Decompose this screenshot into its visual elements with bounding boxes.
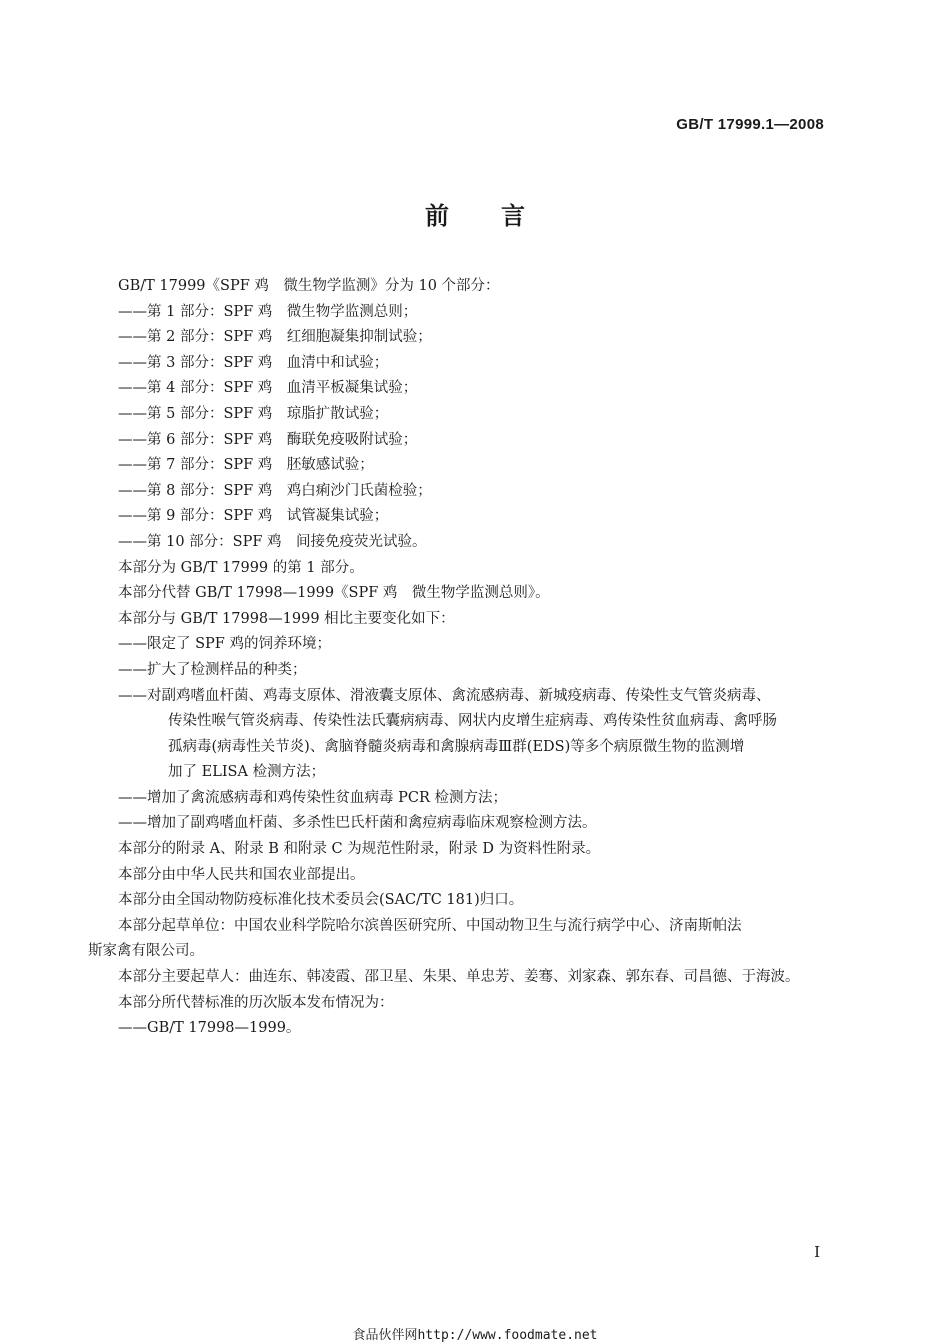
text-line: 本部分为 GB/T 17999 的第 1 部分。: [118, 559, 364, 576]
text-line: 本部分主要起草人：曲连东、韩凌霞、邵卫星、朱果、单忠芳、姜骞、刘家森、郭东春、司昌德、于海波。: [118, 969, 800, 986]
standard-number: GB/T 17999.1—2008: [676, 116, 824, 133]
text-line: ——扩大了检测样品的种类；: [118, 661, 307, 678]
preface-body: [88, 274, 833, 1042]
text-line: 本部分起草单位：中国农业科学院哈尔滨兽医研究所、中国动物卫生与流行病学中心、济南斯帕法: [118, 917, 742, 934]
text-line: ——第 6 部分：SPF 鸡 酶联免疫吸附试验；: [118, 431, 418, 448]
text-line: 本部分的附录 A、附录 B 和附录 C 为规范性附录，附录 D 为资料性附录。: [118, 841, 601, 858]
text-line: ——第 8 部分：SPF 鸡 鸡白痢沙门氏菌检验；: [118, 482, 432, 499]
text-line: 孤病毒(病毒性关节炎)、禽脑脊髓炎病毒和禽腺病毒Ⅲ群(EDS)等多个病原微生物的监测增: [168, 738, 745, 755]
text-line: 本部分所代替标准的历次版本发布情况为：: [118, 994, 394, 1011]
text-line: ——第 9 部分：SPF 鸡 试管凝集试验；: [118, 508, 389, 525]
text-line: ——第 4 部分：SPF 鸡 血清平板凝集试验；: [118, 380, 418, 397]
text-line: 斯家禽有限公司。: [88, 943, 204, 960]
text-line: GB/T 17999《SPF 鸡 微生物学监测》分为 10 个部分：: [118, 278, 500, 294]
text-line: ——增加了副鸡嗜血杆菌、多杀性巴氏杆菌和禽痘病毒临床观察检测方法。: [118, 815, 597, 832]
text-line: 传染性喉气管炎病毒、传染性法氏囊病病毒、网状内皮增生症病毒、鸡传染性贫血病毒、禽呼肠: [168, 713, 777, 730]
text-line: ——第 5 部分：SPF 鸡 琼脂扩散试验；: [118, 405, 389, 422]
text-line: ——第 10 部分：SPF 鸡 间接免疫荧光试验。: [118, 533, 427, 550]
page-number: I: [814, 1243, 820, 1261]
text-line: ——第 7 部分：SPF 鸡 胚敏感试验；: [118, 457, 374, 474]
text-line: ——对副鸡嗜血杆菌、鸡毒支原体、滑液囊支原体、禽流感病毒、新城疫病毒、传染性支气管炎病毒、: [118, 687, 771, 704]
text-line: ——第 3 部分：SPF 鸡 血清中和试验；: [118, 354, 389, 371]
text-line: 本部分与 GB/T 17998—1999 相比主要变化如下：: [118, 610, 455, 627]
text-line: 本部分由中华人民共和国农业部提出。: [118, 866, 365, 883]
text-line: 本部分代替 GB/T 17998—1999《SPF 鸡 微生物学监测总则》。: [118, 585, 550, 602]
page-title: 前言: [425, 202, 577, 230]
text-line: 本部分由全国动物防疫标准化技术委员会(SAC/TC 181)归口。: [118, 892, 524, 909]
text-line: ——限定了 SPF 鸡的饲养环境；: [118, 636, 331, 653]
footer-watermark: 食品伙伴网http://www.foodmate.net: [352, 1328, 598, 1343]
text-line: ——第 1 部分：SPF 鸡 微生物学监测总则；: [118, 303, 418, 320]
text-line: ——增加了禽流感病毒和鸡传染性贫血病毒 PCR 检测方法；: [118, 789, 507, 806]
text-line: ——第 2 部分：SPF 鸡 红细胞凝集抑制试验；: [118, 329, 432, 346]
text-line: 加了 ELISA 检测方法；: [168, 764, 326, 781]
text-line: ——GB/T 17998—1999。: [118, 1020, 301, 1037]
